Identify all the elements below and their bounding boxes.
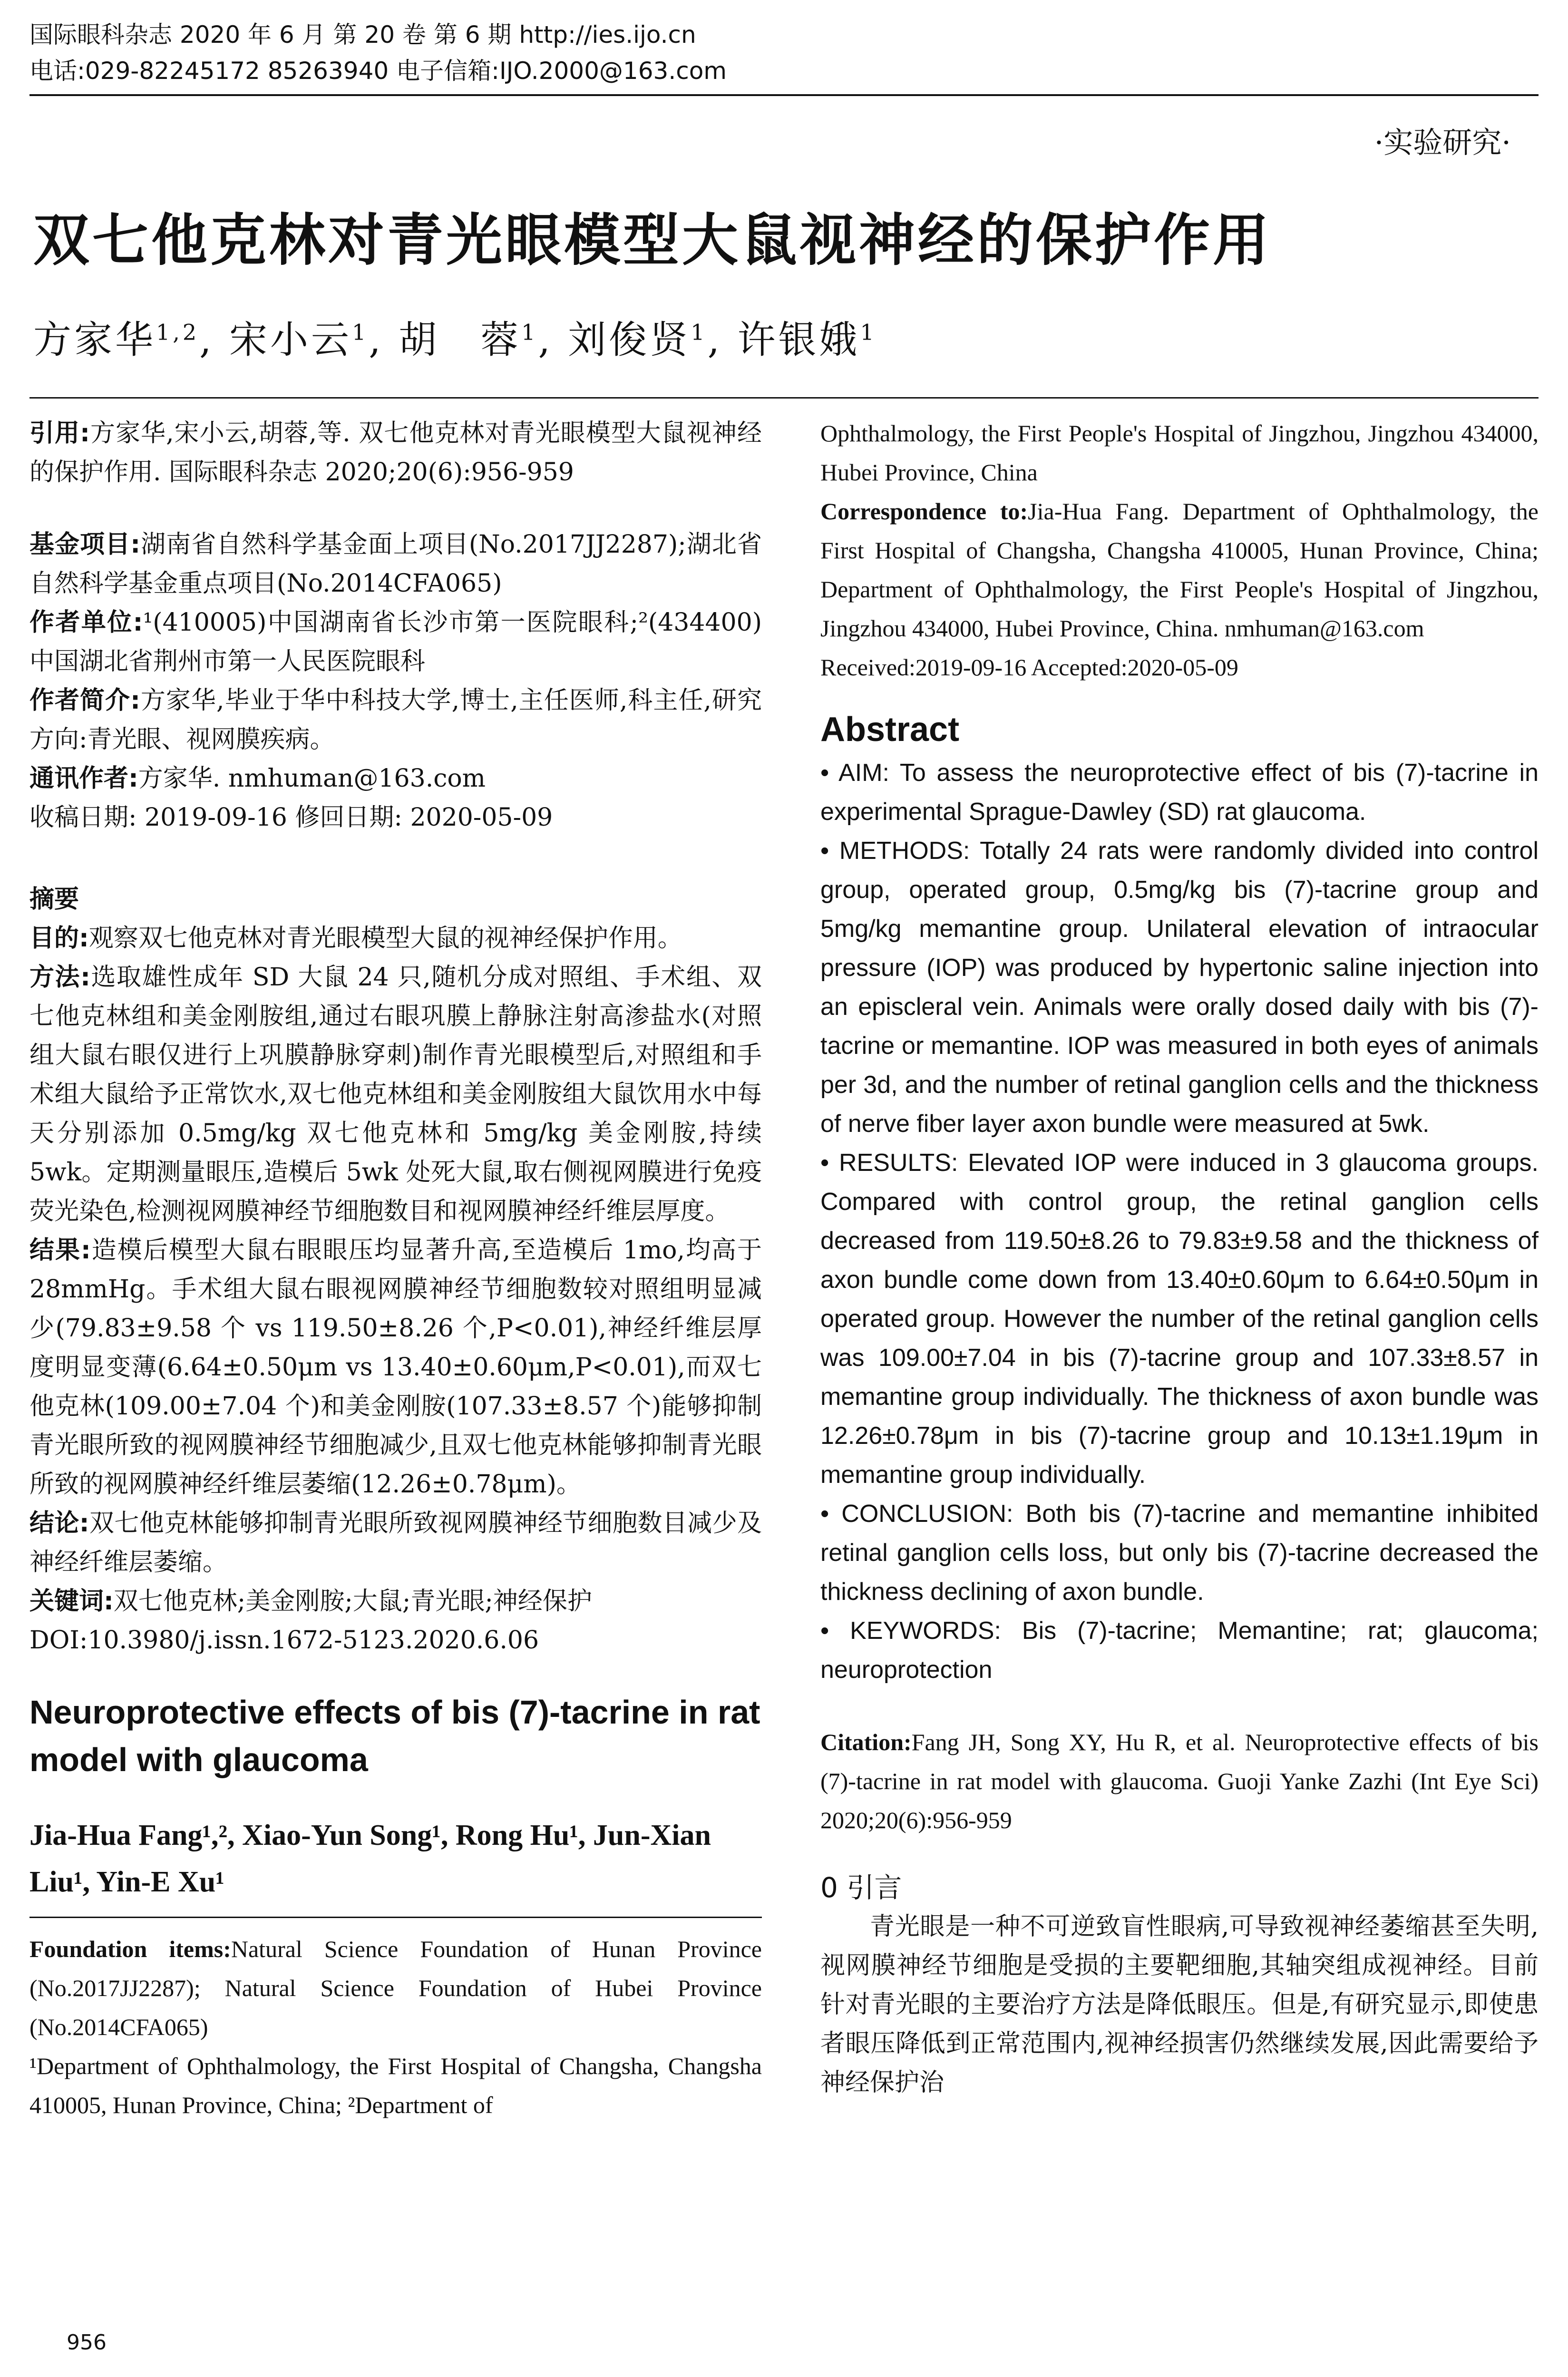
intro-heading: 0 引言 [820, 1871, 902, 1904]
abstract-heading-en: Abstract [820, 711, 960, 749]
author-affil: 1,2 [156, 319, 200, 345]
intro-text: 青光眼是一种不可逆致盲性眼病,可导致视神经萎缩甚至失明,视网膜神经节细胞是受损的主要靶细胞,其轴突组成视神经。目前针对青光眼的主要治疗方法是降低眼压。但是,有研究显示,即使患者眼压降低到正常范围内,视神经损害仍然继续发展,因此需要给予神经保护治 [820, 1912, 1539, 2097]
unit-text: ¹(410005)中国湖南省长沙市第一医院眼科;²(434400)中国湖北省荆州市第一人民医院眼科 [29, 608, 762, 676]
unit-label: 作者单位: [29, 608, 143, 637]
journal-header-line2: 电话:029-82245172 85263940 电子信箱:IJO.2000@163.com [29, 57, 727, 85]
en-affiliation-cont: Ophthalmology, the First People's Hospital of Jingzhou, Jingzhou 434000, Hubei Province, China [820, 420, 1539, 486]
author-affil: 1 [860, 319, 877, 345]
author-name: 许银娥 [737, 318, 860, 362]
cite-text: 方家华,宋小云,胡蓉,等. 双七他克林对青光眼模型大鼠视神经的保护作用. 国际眼科杂志 2020;20(6):956-959 [29, 419, 762, 487]
methods-cn: 方法:选取雄性成年 SD 大鼠 24 只,随机分成对照组、手术组、双七他克林组和美金刚胺组,通过右眼巩膜上静脉注射高渗盐水(对照组大鼠右眼仅进行上巩膜静脉穿刺)制作青光眼模型后,对照组和手术组大鼠给予正常饮水,双七他克林组和美金刚胺组大鼠饮用水中每天分别添加 0.5mg/kg 双七他克林和 5mg/kg 美金刚胺,持续 5wk。定期测量眼压,造模后 5wk 处死大鼠,取右侧视网膜进行免疫荧光染色,检测视网膜神经节细胞数目和视网膜神经纤维层厚度。 [29, 963, 762, 1226]
fund-text: 湖南省自然科学基金面上项目(No.2017JJ2287);湖北省自然科学基金重点项目(No.2014CFA065) [29, 530, 762, 598]
author-name: 刘俊贤 [568, 318, 691, 362]
author-name: 方家华 [33, 318, 156, 362]
conclusion-cn: 结论:双七他克林能够抑制青光眼所致视网膜神经节细胞数目减少及神经纤维层萎缩。 [29, 1509, 762, 1577]
en-foundation: Foundation items:Natural Science Foundation of Hunan Province (No.2017JJ2287); Natural Science Foundation of Hubei Province (No.2014CFA065) [29, 1936, 762, 2040]
results-en: • RESULTS: Elevated IOP were induced in 3 glaucoma groups. Compared with control group, the retinal ganglion cells decreased from 119.50±8.26 to 79.83±9.58 and the thickness of axon bundle come down from 13.40±0.60μm to 6.64±0.50μm in operated group. However the number of the retinal ganglion cells was 109.00±7.04 in bis (7)-tacrine group and 107.33±8.57 in memantine group individually. The thickness of axon bundle was 12.26±0.78μm in bis (7)-tacrine group and 10.13±1.19μm in memantine group individually. [820, 1149, 1539, 1489]
en-citation: Citation:Fang JH, Song XY, Hu R, et al. Neuroprotective effects of bis (7)-tacrine in rat model with glaucoma. Guoji Yanke Zazhi (Int Eye Sci) 2020;20(6):956-959 [820, 1729, 1539, 1833]
english-title: Neuroprotective effects of bis (7)-tacrine in rat model with glaucoma [29, 1694, 760, 1778]
en-dates: Received:2019-09-16 Accepted:2020-05-09 [820, 654, 1238, 681]
author-name: 宋小云 [229, 318, 352, 362]
conclusion-en: • CONCLUSION: Both bis (7)-tacrine and memantine inhibited retinal ganglion cells loss, but only bis (7)-tacrine decreased the thickness declining of axon bundle. [820, 1500, 1539, 1606]
author-name: 胡 蓉 [399, 318, 522, 362]
corr-block [29, 759, 762, 798]
dates-cn: 收稿日期: 2019-09-16 修回日期: 2020-05-09 [29, 803, 553, 832]
author-affil: 1 [521, 319, 538, 345]
en-affiliation: ¹Department of Ophthalmology, the First Hospital of Changsha, Changsha 410005, Hunan Province, China; ²Department of [29, 2053, 762, 2118]
fund-label: 基金项目: [29, 530, 141, 559]
aim-en: • AIM: To assess the neuroprotective effect of bis (7)-tacrine in experimental Sprague-Dawley (SD) rat glaucoma. [820, 759, 1539, 826]
title-rule [29, 397, 1539, 399]
methods-en: • METHODS: Totally 24 rats were randomly divided into control group, operated group, 0.5mg/kg bis (7)-tacrine group and 5mg/kg memantine group. Unilateral elevation of intraocular pressure (IOP) was produced by hypertonic saline injection into an episcleral vein. Animals were orally dosed daily with bis (7)-tacrine or memantine. IOP was measured in both eyes of animals per 3d, and the number of retinal ganglion cells and the thickness of nerve fiber layer axon bundle were measured at 5wk. [820, 837, 1539, 1138]
doi: DOI:10.3980/j.issn.1672-5123.2020.6.06 [29, 1626, 539, 1655]
author-affil: 1 [352, 319, 369, 345]
cite-block [29, 414, 762, 492]
corr-label: 通讯作者: [29, 764, 138, 793]
page-number: 956 [67, 2330, 107, 2355]
bio-text: 方家华,毕业于华中科技大学,博士,主任医师,科主任,研究方向:青光眼、视网膜疾病。 [29, 686, 762, 754]
unit-block [29, 603, 762, 681]
right-column [820, 414, 1539, 2102]
en-correspondence: Correspondence to:Jia-Hua Fang. Department of Ophthalmology, the First Hospital of Changsha, Changsha 410005, Hunan Province, China; Department of Ophthalmology, the First People's Hospital of Jingzhou, Jingzhou 434000, Hubei Province, China. nmhuman@163.com [820, 498, 1539, 642]
article-title: 双七他克林对青光眼模型大鼠视神经的保护作用 [33, 207, 1272, 273]
author-list: 方家华$^{1,2}$, 宋小云$^1$, 胡 蓉$^1$, 刘俊贤$^1$, 许银娥$^1$ [33, 318, 877, 362]
results-cn: 结果:造模后模型大鼠右眼眼压均显著升高,至造模后 1mo,均高于 28mmHg。手术组大鼠右眼视网膜神经节细胞数较对照组明显减少(79.83±9.58 个 vs 119.50±8.26 个,P<0.01),神经纤维层厚度明显变薄(6.64±0.50μm vs 13.40±0.60μm,P<0.01),而双七他克林(109.00±7.04 个)和美金刚胺(107.33±8.57 个)能够抑制青光眼所致的视网膜神经节细胞减少,且双七他克林能够抑制青光眼所致的视网膜神经纤维层萎缩(12.26±0.78μm)。 [29, 1236, 762, 1499]
corr-text: 方家华. nmhuman@163.com [138, 764, 486, 793]
aim-cn: 目的:观察双七他克林对青光眼模型大鼠的视神经保护作用。 [29, 924, 682, 953]
author-affil: 1 [691, 319, 708, 345]
bio-block [29, 681, 762, 759]
fund-block [29, 525, 762, 603]
section-tag: ·实验研究· [1374, 125, 1511, 160]
journal-header-line1: 国际眼科杂志 2020 年 6 月 第 20 卷 第 6 期 http://ies.ijo.cn [29, 21, 696, 49]
bio-label: 作者简介: [29, 686, 140, 715]
english-authors: Jia-Hua Fang¹,², Xiao-Yun Song¹, Rong Hu¹, Jun-Xian Liu¹, Yin-E Xu¹ [29, 1819, 711, 1898]
abstract-heading-cn: 摘要 [29, 885, 79, 914]
keywords-cn: 关键词:双七他克林;美金刚胺;大鼠;青光眼;神经保护 [29, 1587, 592, 1616]
keywords-en: • KEYWORDS: Bis (7)-tacrine; Memantine; rat; glaucoma; neuroprotection [820, 1617, 1539, 1684]
english-author-rule [29, 1905, 762, 1918]
header-rule [29, 94, 1539, 96]
cite-label: 引用: [29, 419, 90, 448]
left-column [29, 414, 762, 2124]
